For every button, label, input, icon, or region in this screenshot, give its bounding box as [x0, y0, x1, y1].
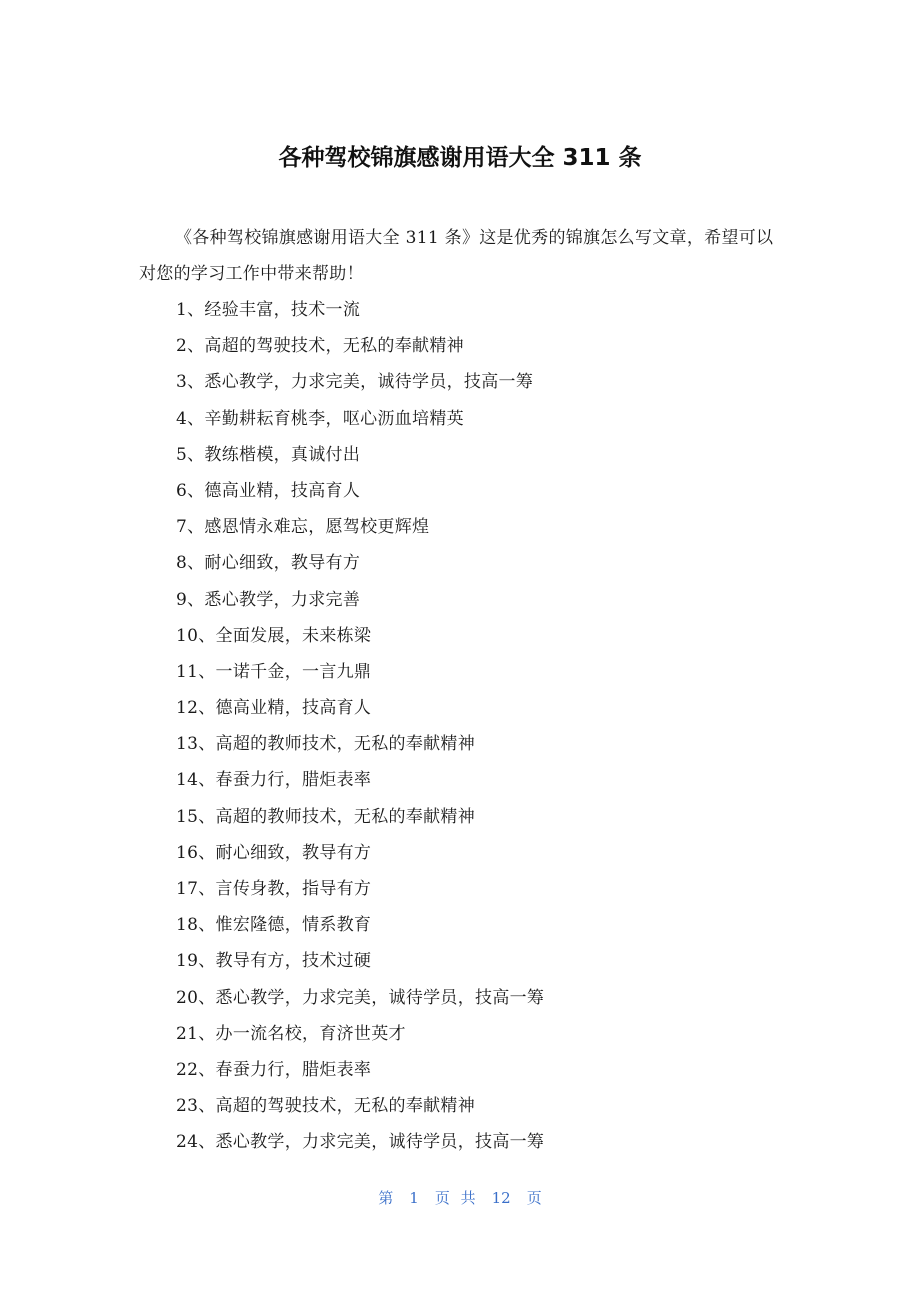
list-item: 19、教导有方，技术过硬	[176, 951, 372, 972]
list-item: 13、高超的教师技术，无私的奉献精神	[176, 734, 476, 755]
list-item: 7、感恩情永难忘，愿驾校更辉煌	[176, 517, 430, 538]
list-item: 14、春蚕力行，腊炬表率	[176, 770, 372, 791]
list-item: 10、全面发展，未来栋梁	[176, 625, 372, 646]
list-item: 8、耐心细致，教导有方	[176, 553, 361, 574]
list-item: 9、悉心教学，力求完善	[176, 589, 361, 610]
list-item: 2、高超的驾驶技术，无私的奉献精神	[176, 336, 464, 357]
list-item: 17、言传身教，指导有方	[176, 879, 372, 899]
intro-paragraph: 《各种驾校锦旗感谢用语大全 311 条》这是优秀的锦旗怎么写文章，希望可以对您的学习工作中带来帮助！	[139, 228, 774, 284]
list-item: 6、德高业精，技高育人	[176, 480, 361, 501]
footer-suffix: 页	[526, 1189, 542, 1207]
footer-prefix: 第	[378, 1189, 394, 1207]
list-item: 22、春蚕力行，腊炬表率	[176, 1059, 372, 1080]
list-item: 15、高超的教师技术，无私的奉献精神	[176, 806, 476, 827]
list-item: 24、悉心教学，力求完美，诚待学员，技高一筹	[176, 1132, 545, 1153]
footer-middle: 页 共	[434, 1189, 476, 1207]
list-item: 4、辛勤耕耘育桃李，呕心沥血培精英	[176, 408, 464, 429]
list-item: 5、教练楷模，真诚付出	[176, 444, 361, 465]
list-item: 3、悉心教学，力求完美，诚待学员，技高一筹	[176, 372, 534, 393]
footer-total-pages: 12	[491, 1189, 511, 1207]
footer-current-page: 1	[409, 1189, 419, 1207]
list-item: 1、经验丰富，技术一流	[176, 300, 361, 320]
list-item: 12、德高业精，技高育人	[176, 698, 372, 719]
list-item: 21、办一流名校，育济世英才	[176, 1023, 406, 1044]
list-item: 18、惟宏隆德，情系教育	[176, 915, 372, 936]
phrase-list	[176, 292, 776, 1161]
document-title: 各种驾校锦旗感谢用语大全 311 条	[278, 145, 642, 171]
list-item: 23、高超的驾驶技术，无私的奉献精神	[176, 1096, 476, 1117]
list-item: 20、悉心教学，力求完美，诚待学员，技高一筹	[176, 987, 545, 1008]
list-item: 11、一诺千金，一言九鼎	[176, 661, 372, 682]
page-footer	[0, 1184, 920, 1212]
list-item: 16、耐心细致，教导有方	[176, 842, 372, 863]
